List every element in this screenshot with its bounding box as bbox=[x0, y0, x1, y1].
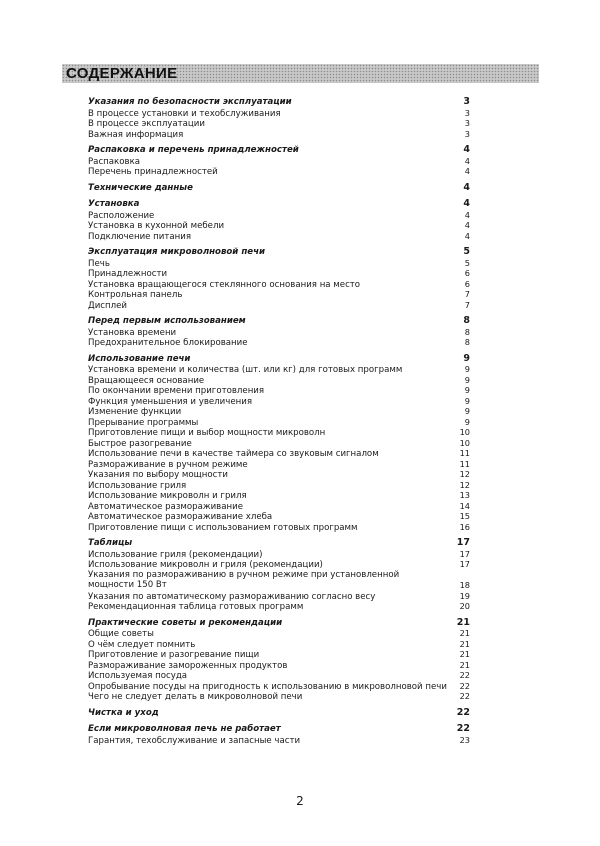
toc-entry-text: Установка вращающегося стеклянного основания на место bbox=[88, 279, 361, 290]
toc-section-heading[interactable] bbox=[88, 145, 470, 156]
toc-entry-page: 12 bbox=[459, 469, 470, 479]
section-heading-text: Перед первым использованием bbox=[88, 316, 246, 326]
toc-entry-page: 21 bbox=[459, 638, 470, 649]
toc-entry-page: 7 bbox=[464, 289, 470, 299]
toc-section-heading[interactable] bbox=[88, 199, 470, 210]
toc-entry-page: 15 bbox=[459, 511, 470, 521]
section-page-number: 3 bbox=[463, 96, 470, 107]
toc-entry-text: Приготовление пищи и выбор мощности микроволн bbox=[88, 428, 326, 438]
toc-entry[interactable] bbox=[88, 396, 470, 407]
toc-entry[interactable] bbox=[88, 670, 470, 681]
toc-entry[interactable] bbox=[88, 490, 470, 501]
toc-section bbox=[88, 199, 470, 241]
toc-entry-page: 4 bbox=[464, 166, 470, 176]
toc-entry-page: 9 bbox=[464, 364, 470, 374]
toc-entry[interactable] bbox=[88, 220, 470, 231]
toc-entry-page: 21 bbox=[459, 659, 470, 670]
toc-entry-text: Быстрое разогревание bbox=[88, 438, 192, 449]
toc-entry-page: 7 bbox=[464, 299, 470, 310]
toc-section-heading[interactable] bbox=[88, 183, 470, 194]
toc-entry-text: Вращающееся основание bbox=[88, 375, 205, 386]
toc-entry-page: 3 bbox=[464, 118, 470, 128]
section-page-number: 8 bbox=[463, 315, 470, 326]
toc-section-heading[interactable] bbox=[88, 97, 470, 108]
section-page-number: 4 bbox=[463, 198, 470, 209]
toc-entry-text: Размораживание в ручном режиме bbox=[88, 459, 248, 470]
toc-section bbox=[88, 618, 470, 702]
section-heading-text: Таблицы bbox=[88, 538, 133, 548]
section-page-number: 4 bbox=[463, 144, 470, 155]
toc-entry[interactable] bbox=[88, 601, 470, 612]
toc-entry-page: 3 bbox=[464, 107, 470, 118]
toc-entry-page: 13 bbox=[459, 490, 470, 500]
toc-entry-text: Указания по автоматическому размораживанию согласно весу bbox=[88, 591, 376, 602]
toc-section-heading[interactable] bbox=[88, 618, 470, 629]
section-heading-text: Технические данные bbox=[88, 182, 193, 193]
toc-section-heading[interactable] bbox=[88, 354, 470, 365]
page-number: 2 bbox=[296, 794, 304, 808]
toc-entry-page: 4 bbox=[464, 220, 470, 230]
toc-entry-text: Использование печи в качестве таймера со звуковым сигналом bbox=[88, 449, 379, 459]
toc-entry-page: 17 bbox=[459, 559, 470, 569]
toc-entry-text: Рекомендационная таблица готовых программ bbox=[88, 602, 304, 612]
toc-section bbox=[88, 145, 470, 177]
toc-entry[interactable] bbox=[88, 118, 470, 129]
toc-entry-text: Общие советы bbox=[88, 629, 154, 639]
toc-section-heading[interactable] bbox=[88, 708, 470, 719]
section-heading-text: Практические советы и рекомендации bbox=[88, 617, 283, 628]
section-heading-text: Установка bbox=[88, 199, 140, 209]
toc-entry-text: Размораживание замороженных продуктов bbox=[88, 660, 288, 671]
toc-section bbox=[88, 354, 470, 533]
toc-section-heading[interactable] bbox=[88, 538, 470, 549]
section-page-number: 4 bbox=[463, 181, 470, 193]
toc-section bbox=[88, 538, 470, 612]
toc-entry-text: Использование гриля (рекомендации) bbox=[88, 549, 263, 560]
toc-entry-page: 4 bbox=[464, 209, 470, 220]
toc-entry-page: 14 bbox=[459, 500, 470, 511]
toc-entry-page: 5 bbox=[464, 257, 470, 268]
toc-section bbox=[88, 724, 470, 745]
section-heading-text: Если микроволновая печь не работает bbox=[88, 724, 281, 734]
toc-section bbox=[88, 97, 470, 139]
toc-entry-text: Автоматическое размораживание хлеба bbox=[88, 512, 273, 522]
toc-entry-text: Печь bbox=[88, 258, 110, 269]
toc-entry[interactable] bbox=[88, 549, 470, 560]
section-heading-text: Использование печи bbox=[88, 353, 191, 364]
toc-entry-text: О чём следует помнить bbox=[88, 639, 196, 650]
toc-entry-page: 12 bbox=[459, 479, 470, 490]
toc-entry[interactable] bbox=[88, 427, 470, 438]
section-heading-text: Эксплуатация микроволновой печи bbox=[88, 247, 266, 257]
toc-entry[interactable] bbox=[88, 438, 470, 449]
toc-entry-page: 11 bbox=[459, 458, 470, 469]
toc-entry-text: В процессе установки и техобслуживания bbox=[88, 108, 281, 119]
toc-entry-text: Опробывание посуды на пригодность к использованию в микроволновой печи bbox=[88, 681, 447, 692]
toc-section bbox=[88, 708, 470, 719]
toc-section bbox=[88, 183, 470, 194]
toc-entry-text: По окончании времени приготовления bbox=[88, 386, 265, 396]
toc-entry-text: Использование микроволн и гриля (рекомендации) bbox=[88, 560, 323, 570]
toc-entry-page: 9 bbox=[464, 374, 470, 385]
toc-entry[interactable] bbox=[88, 210, 470, 221]
toc-entry-text: Чего не следует делать в микроволновой печи bbox=[88, 692, 303, 702]
toc-entry[interactable] bbox=[88, 570, 470, 591]
toc-entry[interactable] bbox=[88, 300, 470, 311]
toc-entry[interactable] bbox=[88, 459, 470, 470]
section-heading-text: Указания по безопасности эксплуатации bbox=[88, 97, 292, 107]
toc-entry-text: Контрольная панель bbox=[88, 290, 183, 300]
section-heading-text: Чистка и уход bbox=[88, 707, 159, 718]
toc-entry[interactable] bbox=[88, 166, 470, 177]
toc-entry-text: Гарантия, техобслуживание и запасные части bbox=[88, 735, 301, 746]
contents-title-bar bbox=[62, 64, 539, 83]
toc-entry-page: 17 bbox=[459, 548, 470, 559]
toc-entry-text: Распаковка bbox=[88, 156, 141, 167]
toc-entry[interactable] bbox=[88, 279, 470, 290]
toc-section-heading[interactable] bbox=[88, 247, 470, 258]
toc-entry-text: Использование микроволн и гриля bbox=[88, 491, 247, 501]
toc-entry-page: 10 bbox=[459, 437, 470, 448]
toc-entry-text: Установка в кухонной мебели bbox=[88, 221, 225, 231]
toc-entry-page: 18 bbox=[459, 580, 470, 590]
toc-entry-page: 22 bbox=[459, 680, 470, 691]
toc-entry-page: 11 bbox=[459, 448, 470, 458]
toc-entry-page: 8 bbox=[464, 337, 470, 347]
toc-entry-page: 22 bbox=[459, 670, 470, 680]
toc-entry-page: 3 bbox=[464, 128, 470, 139]
toc-entry[interactable] bbox=[88, 628, 470, 639]
toc-entry-page: 20 bbox=[459, 601, 470, 611]
toc-entry-text: Автоматическое размораживание bbox=[88, 501, 244, 512]
toc-entry[interactable] bbox=[88, 364, 470, 375]
toc-entry-page: 6 bbox=[464, 268, 470, 278]
toc-entry[interactable] bbox=[88, 385, 470, 396]
section-page-number: 9 bbox=[463, 352, 470, 364]
toc-entry[interactable] bbox=[88, 649, 470, 660]
toc-entry-text: В процессе эксплуатации bbox=[88, 119, 205, 129]
toc-section-heading[interactable] bbox=[88, 724, 470, 735]
toc-entry[interactable] bbox=[88, 469, 470, 480]
toc-entry[interactable] bbox=[88, 448, 470, 459]
toc-entry-page: 6 bbox=[464, 278, 470, 289]
toc-entry[interactable] bbox=[88, 337, 470, 348]
toc-entry-page: 9 bbox=[464, 395, 470, 406]
toc-entry-text: Используемая посуда bbox=[88, 671, 188, 681]
toc-entry[interactable] bbox=[88, 501, 470, 512]
toc-entry-page: 21 bbox=[459, 649, 470, 659]
section-page-number: 22 bbox=[456, 706, 470, 718]
toc-entry-page: 4 bbox=[464, 155, 470, 166]
toc-entry-page: 4 bbox=[464, 230, 470, 241]
toc-entry-text: Подключение питания bbox=[88, 231, 192, 242]
toc-entry-page: 9 bbox=[464, 416, 470, 427]
toc-entry-page: 19 bbox=[459, 590, 470, 601]
toc-entry-text: Важная информация bbox=[88, 129, 184, 140]
toc-entry-text: Установка времени и количества (шт. или кг) для готовых программ bbox=[88, 365, 403, 375]
toc-entry-text: Расположение bbox=[88, 210, 155, 221]
toc-entry-text: Установка времени bbox=[88, 327, 177, 338]
toc-entry[interactable] bbox=[88, 691, 470, 702]
toc-entry-text: Принадлежности bbox=[88, 269, 168, 279]
toc-entry-text: Указания по размораживанию в ручном режиме при установленной мощности 150 Вт bbox=[88, 569, 400, 590]
toc-entry[interactable] bbox=[88, 522, 470, 533]
toc-entry-page: 9 bbox=[464, 385, 470, 395]
section-page-number: 22 bbox=[456, 723, 470, 734]
toc-entry-page: 23 bbox=[459, 734, 470, 745]
toc-entry-text: Функция уменьшения и увеличения bbox=[88, 396, 252, 407]
toc-entry-page: 16 bbox=[459, 521, 470, 532]
toc-entry-text: Приготовление пищи с использованием готовых программ bbox=[88, 522, 358, 533]
toc-entry[interactable] bbox=[88, 417, 470, 428]
toc-entry[interactable] bbox=[88, 480, 470, 491]
toc-entry[interactable] bbox=[88, 268, 470, 279]
toc-entry-page: 21 bbox=[459, 628, 470, 638]
toc-entry-text: Приготовление и разогревание пищи bbox=[88, 650, 260, 660]
toc-entry-text: Использование гриля bbox=[88, 480, 187, 491]
toc-section bbox=[88, 316, 470, 348]
table-of-contents bbox=[88, 97, 470, 751]
toc-entry-page: 22 bbox=[459, 691, 470, 701]
toc-entry[interactable] bbox=[88, 639, 470, 650]
toc-entry-text: Указания по выбору мощности bbox=[88, 470, 228, 480]
toc-entry[interactable] bbox=[88, 258, 470, 269]
toc-entry[interactable] bbox=[88, 681, 470, 692]
toc-entry[interactable] bbox=[88, 735, 470, 746]
section-page-number: 5 bbox=[463, 246, 470, 257]
toc-entry[interactable] bbox=[88, 327, 470, 338]
toc-entry-text: Прерывание программы bbox=[88, 417, 199, 428]
toc-entry[interactable] bbox=[88, 156, 470, 167]
section-heading-text: Распаковка и перечень принадлежностей bbox=[88, 145, 299, 155]
toc-entry-text: Перечень принадлежностей bbox=[88, 167, 218, 177]
toc-entry[interactable] bbox=[88, 289, 470, 300]
toc-entry[interactable] bbox=[88, 660, 470, 671]
toc-entry-page: 9 bbox=[464, 406, 470, 416]
toc-entry[interactable] bbox=[88, 591, 470, 602]
toc-entry[interactable] bbox=[88, 108, 470, 119]
contents-title: СОДЕРЖАНИЕ bbox=[66, 65, 178, 82]
toc-entry[interactable] bbox=[88, 129, 470, 140]
toc-entry[interactable] bbox=[88, 375, 470, 386]
toc-section bbox=[88, 247, 470, 310]
toc-entry-text: Дисплей bbox=[88, 300, 128, 311]
toc-entry-page: 8 bbox=[464, 326, 470, 337]
section-page-number: 21 bbox=[456, 616, 470, 628]
toc-entry[interactable] bbox=[88, 559, 470, 570]
toc-entry-text: Предохранительное блокирование bbox=[88, 338, 248, 348]
toc-entry-page: 10 bbox=[459, 427, 470, 437]
toc-entry-text: Изменение функции bbox=[88, 407, 182, 417]
toc-entry[interactable] bbox=[88, 406, 470, 417]
section-page-number: 17 bbox=[456, 537, 470, 548]
toc-section-heading[interactable] bbox=[88, 316, 470, 327]
toc-entry[interactable] bbox=[88, 231, 470, 242]
toc-entry[interactable] bbox=[88, 511, 470, 522]
